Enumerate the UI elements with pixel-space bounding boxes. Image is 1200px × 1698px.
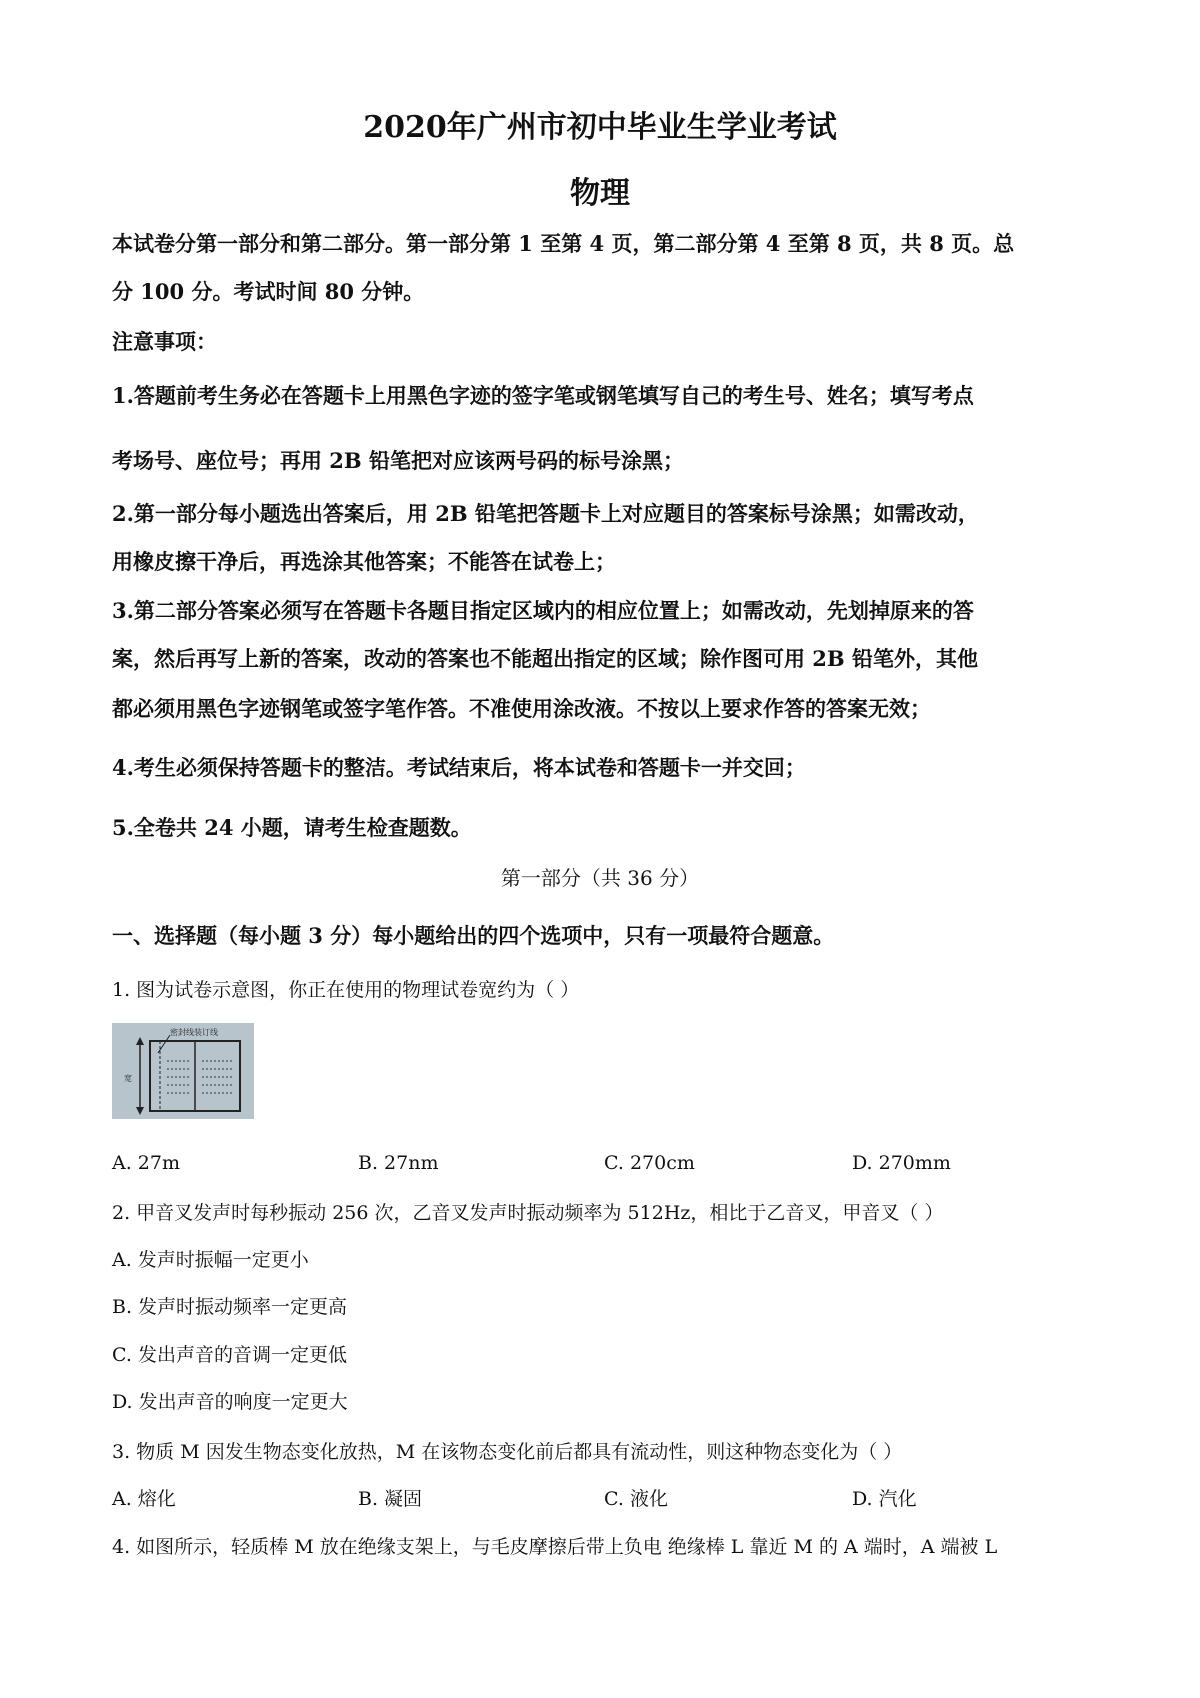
intro-line-1: 本试卷分第一部分和第二部分。第一部分第 1 至第 4 页，第二部分第 4 至第 8 页，共 8 页。总 — [112, 231, 1015, 256]
q2-option-a: A. 发声时振幅一定更小 — [112, 1249, 309, 1271]
part-one-heading: 第一部分（共 36 分） — [500, 866, 700, 890]
exam-paper-figure — [112, 1023, 254, 1119]
q1-option-c: C. 270cm — [604, 1152, 695, 1174]
q1-option-a: A. 27m — [112, 1152, 180, 1174]
exam-title: 2020年广州市初中毕业生学业考试 — [363, 110, 837, 145]
note-line: 都必须用黑色字迹钢笔或签字笔作答。不准使用涂改液。不按以上要求作答的答案无效； — [112, 696, 931, 721]
notes-heading: 注意事项： — [112, 329, 217, 354]
note-line: 3.第二部分答案必须写在答题卡各题目指定区域内的相应位置上；如需改动，先划掉原来的答 — [112, 598, 974, 623]
q2-option-b: B. 发声时振动频率一定更高 — [112, 1296, 348, 1318]
section-heading: 一、选择题（每小题 3 分）每小题给出的四个选项中，只有一项最符合题意。 — [112, 923, 835, 948]
exam-subject: 物理 — [570, 176, 630, 211]
note-line: 5.全卷共 24 小题，请考生检查题数。 — [112, 815, 472, 840]
q3-option-d: D. 汽化 — [852, 1488, 917, 1510]
q3-option-b: B. 凝固 — [358, 1488, 423, 1510]
note-line: 案，然后再写上新的答案，改动的答案也不能超出指定的区域；除作图可用 2B 铅笔外，其他 — [112, 646, 978, 671]
q3-option-c: C. 液化 — [604, 1488, 668, 1510]
figure-label-binding-line: 密封线装订线 — [170, 1028, 218, 1037]
note-line: 用橡皮擦干净后，再选涂其他答案；不能答在试卷上； — [112, 549, 616, 574]
figure-label-width: 宽 — [124, 1074, 132, 1083]
question-3-stem: 3. 物质 M 因发生物态变化放热，M 在该物态变化前后都具有流动性，则这种物态变化为（ ） — [112, 1441, 903, 1463]
q1-option-d: D. 270mm — [852, 1152, 951, 1174]
q2-option-c: C. 发出声音的音调一定更低 — [112, 1344, 347, 1366]
note-line: 考场号、座位号；再用 2B 铅笔把对应该两号码的标号涂黑； — [112, 448, 684, 473]
intro-line-2: 分 100 分。考试时间 80 分钟。 — [112, 279, 425, 304]
question-4-stem: 4. 如图所示，轻质棒 M 放在绝缘支架上，与毛皮摩擦后带上负电 绝缘棒 L 靠近 M 的 A 端时，A 端被 L — [112, 1536, 998, 1558]
q2-option-d: D. 发出声音的响度一定更大 — [112, 1391, 348, 1413]
note-line: 2.第一部分每小题选出答案后，用 2B 铅笔把答题卡上对应题目的答案标号涂黑；如需改动， — [112, 501, 979, 526]
q1-option-b: B. 27nm — [358, 1152, 439, 1174]
question-1-stem: 1. 图为试卷示意图，你正在使用的物理试卷宽约为（ ） — [112, 979, 580, 1001]
note-line: 1.答题前考生务必在答题卡上用黑色字迹的签字笔或钢笔填写自己的考生号、姓名；填写考点 — [112, 383, 974, 408]
q3-option-a: A. 熔化 — [112, 1488, 176, 1510]
question-2-stem: 2. 甲音叉发声时每秒振动 256 次，乙音叉发声时振动频率为 512Hz，相比于乙音叉，甲音叉（ ） — [112, 1202, 944, 1224]
note-line: 4.考生必须保持答题卡的整洁。考试结束后，将本试卷和答题卡一并交回； — [112, 755, 806, 780]
